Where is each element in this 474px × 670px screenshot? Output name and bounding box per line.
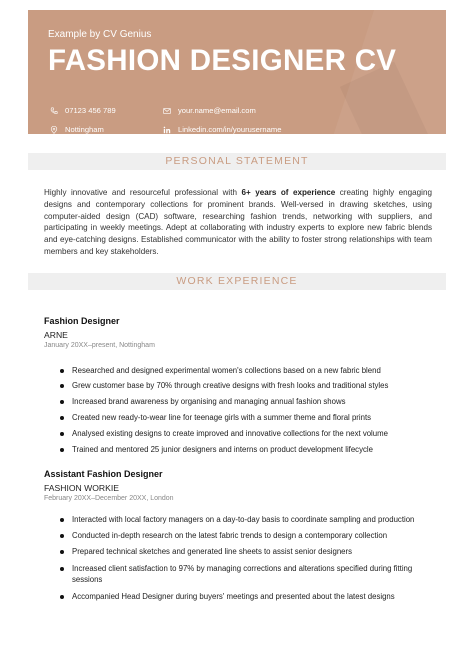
location-pin-icon <box>50 126 58 134</box>
job-bullet: Analysed existing designs to create improved and innovative collections for the next volume <box>60 429 435 440</box>
job-bullet: Grew customer base by 70% through creative designs with fresh looks and traditional styles <box>60 381 435 392</box>
job-bullet: Created new ready-to-wear line for teenage girls with a summer theme and floral prints <box>60 413 435 424</box>
contact-linkedin[interactable] <box>163 125 281 134</box>
location-text: Nottingham <box>65 125 104 134</box>
job-bullet: Increased brand awareness by organising and managing annual fashion shows <box>60 397 435 408</box>
phone-text: 07123 456 789 <box>65 106 116 115</box>
statement-part: creating highly engaging designs and contemporary collections for prominent brands. Well-versed in drawing sketches, using computer-aided design (CAD) software, researching fashion trends, networking with suppliers, and participating in weekly meetings. Adept at collaborating with industry experts to explore new fabric blends and eye-catching designs. Established communicator with the ability to foster strong relationships with team members and key stakeholders. <box>44 188 432 256</box>
job-bullet: Researched and designed experimental women's collections based on a new fabric blend <box>60 366 435 377</box>
cv-header <box>28 10 446 134</box>
statement-highlight: 6+ years of experience <box>241 188 336 197</box>
cv-title: FASHION DESIGNER CV <box>48 44 397 77</box>
job-bullet: Increased client satisfaction to 97% by managing corrections and alterations specified during fitting sessions <box>60 564 435 585</box>
section-heading-work-experience: WORK EXPERIENCE <box>28 273 446 290</box>
section-heading-personal-statement: PERSONAL STATEMENT <box>28 153 446 170</box>
personal-statement-text <box>44 187 432 258</box>
job-bullet: Conducted in-depth research on the latest fabric trends to design a contemporary collection <box>60 531 435 542</box>
job-bullet: Trained and mentored 25 junior designers and interns on product development lifecycle <box>60 445 435 456</box>
job-title: Fashion Designer <box>44 316 120 326</box>
job-bullet: Prepared technical sketches and generated line sheets to assist senior designers <box>60 547 435 558</box>
linkedin-text: Linkedin.com/in/yourusername <box>178 125 282 134</box>
contact-email[interactable] <box>163 106 256 115</box>
example-label: Example by CV Genius <box>48 29 152 40</box>
statement-part: Highly innovative and resourceful professional with <box>44 188 242 197</box>
email-text: your.name@email.com <box>178 106 256 115</box>
job-bullet: Accompanied Head Designer during buyers' meetings and presented about the latest designs <box>60 592 435 603</box>
job-title: Assistant Fashion Designer <box>44 469 163 479</box>
job-company: FASHION WORKIE <box>44 483 119 493</box>
job-dates: February 20XX–December 20XX, London <box>44 495 174 502</box>
email-icon <box>163 107 171 115</box>
job-dates: January 20XX–present, Nottingham <box>44 342 155 349</box>
phone-icon <box>50 107 58 115</box>
contact-phone <box>50 106 116 115</box>
job-company: ARNE <box>44 330 68 340</box>
linkedin-icon <box>163 126 171 134</box>
contact-location <box>50 125 104 134</box>
job-bullet: Interacted with local factory managers on a day-to-day basis to coordinate sampling and production <box>60 515 435 526</box>
